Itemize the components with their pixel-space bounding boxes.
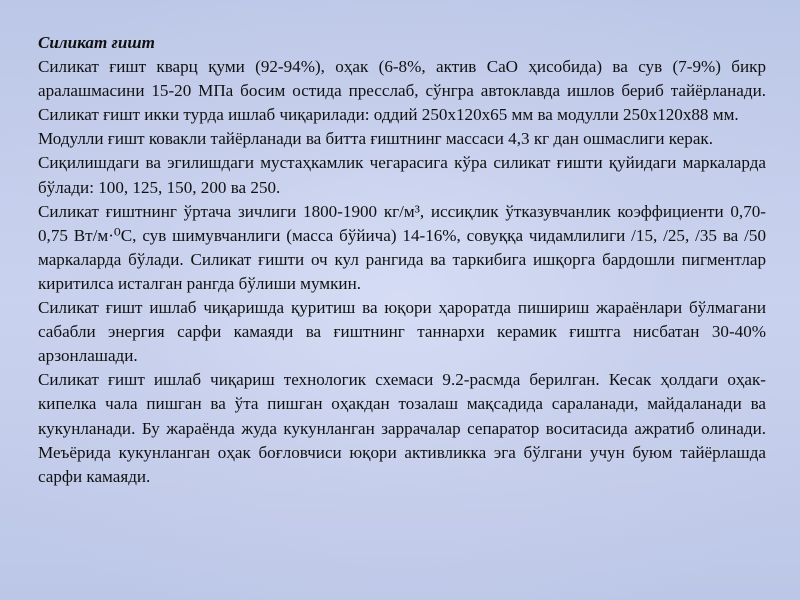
document-title: Силикат ғишт [38,33,155,52]
paragraph-properties: Силикат ғиштнинг ўртача зичлиги 1800-1900 кг/м³, иссиқлик ўтказувчанлик коэффициенти 0,70-0,75 Вт/м·⁰С, сув шимувчанлиги (масса бўйича) 14-16%, совуққа чидамлилиги /15, /25, /35 ва /50 маркаларда бўлади. Силикат ғишти оч кул рангида ва таркибига ишқорга бардошли пигментлар киритилса исталган рангда бўлиши мумкин. [38,201,766,293]
paragraph-grades: Сиқилишдаги ва эгилишдаги мустаҳкамлик чегарасига кўра силикат ғишти қуйидаги маркаларда бўлади: 100, 125, 150, 200 ва 250. [38,153,766,197]
paragraph-composition: Силикат ғишт кварц қуми (92-94%), оҳак (6-8%, актив СаО ҳисобида) ва сув (7-9%) бикр аралашмасини 15-20 МПа босим остида пресслаб, сўнгра автоклавда ишлов бериб тайёрланади. Силикат ғишт икки турда ишлаб чиқарилади: оддий 250х120х65 мм ва модулли 250х120х88 мм. [38,57,766,125]
paragraph-energy-savings: Силикат ғишт ишлаб чиқаришда қуритиш ва юқори ҳароратда пишириш жараёнлари бўлмагани сабабли энергия сарфи камаяди ва ғиштнинг таннархи керамик ғиштга нисбатан 30-40% арзонлашади. [38,298,766,366]
document-body [38,31,766,489]
paragraph-technology: Силикат ғишт ишлаб чиқариш технологик схемаси 9.2-расмда берилган. Кесак ҳолдаги оҳак-кипелка чала пишган ва ўта пишган оҳакдан тозалаш мақсадида сараланади, майдаланади ва кукунланади. Бу жараёнда жуда кукунланган заррачалар сепаратор воситасида ажратиб олинади. Меъёрида кукунланган оҳак боғловчиси юқори активликка эга бўлгани учун буюм тайёрлашда сарфи камаяди. [38,370,766,486]
paragraph-modular-brick: Модулли ғишт ковакли тайёрланади ва битта ғиштнинг массаси 4,3 кг дан ошмаслиги керак. [38,129,713,149]
